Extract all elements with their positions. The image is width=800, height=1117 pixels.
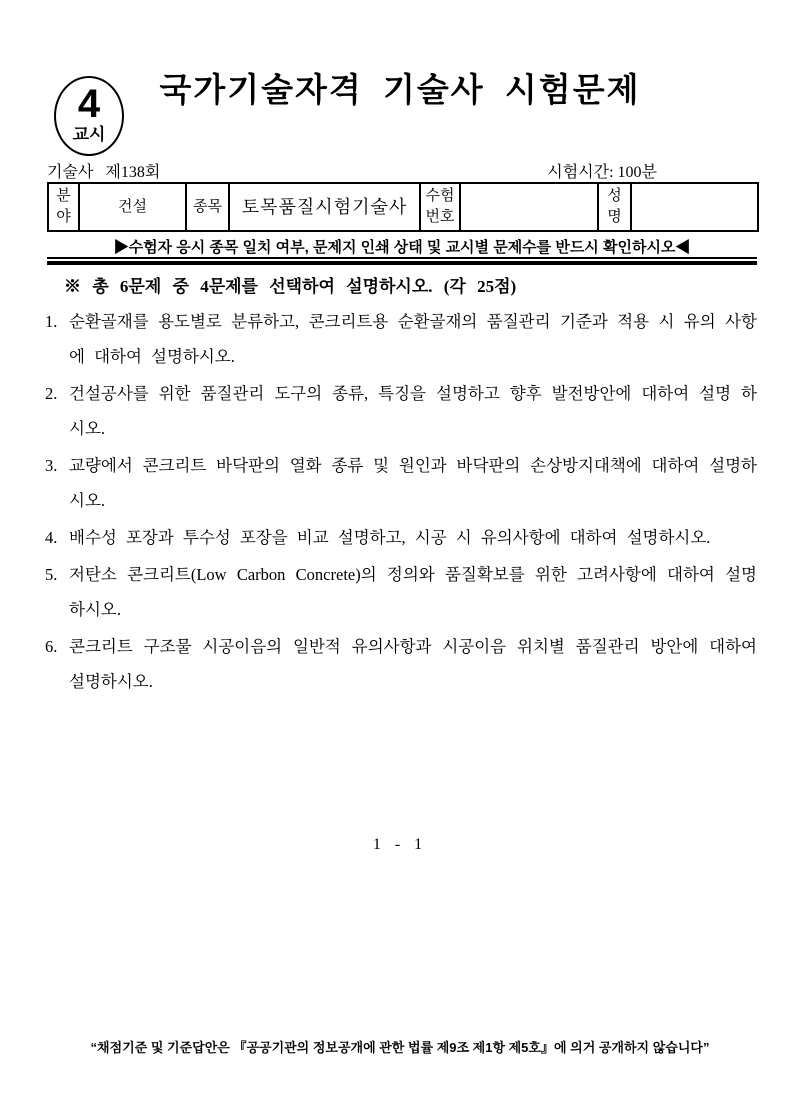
name-label-cell: 성명 [598, 183, 631, 231]
question-number: 3. [45, 456, 58, 475]
divider-thin [47, 257, 757, 259]
exam-number-value-cell [460, 183, 598, 231]
exam-series: 기술사 제138회 [47, 164, 161, 181]
question-number: 5. [45, 565, 58, 584]
question-item-2 [45, 376, 757, 446]
field-value-cell: 건설 [79, 183, 186, 231]
subject-value-cell: 토목품질시험기술사 [229, 183, 420, 231]
subject-label-cell: 종목 [186, 183, 229, 231]
question-text: 저탄소 콘크리트(Low Carbon Concrete)의 정의와 품질확보를 위한 고려사항에 대하여 설명하시오. [69, 565, 757, 619]
divider-thick [47, 261, 757, 265]
session-number: 4 [77, 82, 101, 126]
field-label-cell: 분야 [48, 183, 79, 231]
question-number: 1. [45, 312, 58, 331]
question-number: 2. [45, 384, 58, 403]
question-number: 6. [45, 637, 58, 656]
question-item-3 [45, 448, 757, 518]
selection-instruction: ※ 총 6문제 중 4문제를 선택하여 설명하시오. (각 25점) [64, 277, 517, 296]
meta-row [47, 159, 757, 182]
candidate-info-table [47, 182, 759, 232]
check-notice: ▶수험자 응시 종목 일치 여부, 문제지 인쇄 상태 및 교시별 문제수를 반드시 확인하시오◀ [113, 239, 691, 256]
question-text: 순환골재를 용도별로 분류하고, 콘크리트용 순환골재의 품질관리 기준과 적용 시 유의 사항에 대하여 설명하시오. [69, 312, 757, 366]
page-number: 1 - 1 [372, 836, 428, 853]
question-text: 건설공사를 위한 품질관리 도구의 종류, 특징을 설명하고 향후 발전방안에 대하여 설명 하시오. [69, 384, 757, 438]
session-label: 교시 [72, 125, 106, 144]
question-list [45, 304, 757, 701]
name-value-cell [631, 183, 758, 231]
question-item-5 [45, 557, 757, 627]
question-item-6 [45, 629, 757, 699]
question-text: 배수성 포장과 투수성 포장을 비교 설명하고, 시공 시 유의사항에 대하여 설명하시오. [69, 528, 711, 547]
question-text: 콘크리트 구조물 시공이음의 일반적 유의사항과 시공이음 위치별 품질관리 방안에 대하여 설명하시오. [69, 637, 757, 691]
exam-number-label-cell: 수험번호 [420, 183, 460, 231]
question-text: 교량에서 콘크리트 바닥판의 열화 종류 및 원인과 바닥판의 손상방지대책에 대하여 설명하시오. [69, 456, 757, 510]
table-row [48, 183, 758, 231]
exam-duration: 시험시간: 100분 [547, 164, 657, 181]
page-title: 국가기술자격 기술사 시험문제 [159, 73, 641, 109]
question-item-4 [45, 520, 757, 555]
question-item-1 [45, 304, 757, 374]
question-number: 4. [45, 528, 58, 547]
footer-disclaimer: “채점기준 및 기준답안은 『공공기관의 정보공개에 관한 법률 제9조 제1항 제5호』에 의거 공개하지 않습니다” [90, 1040, 710, 1055]
